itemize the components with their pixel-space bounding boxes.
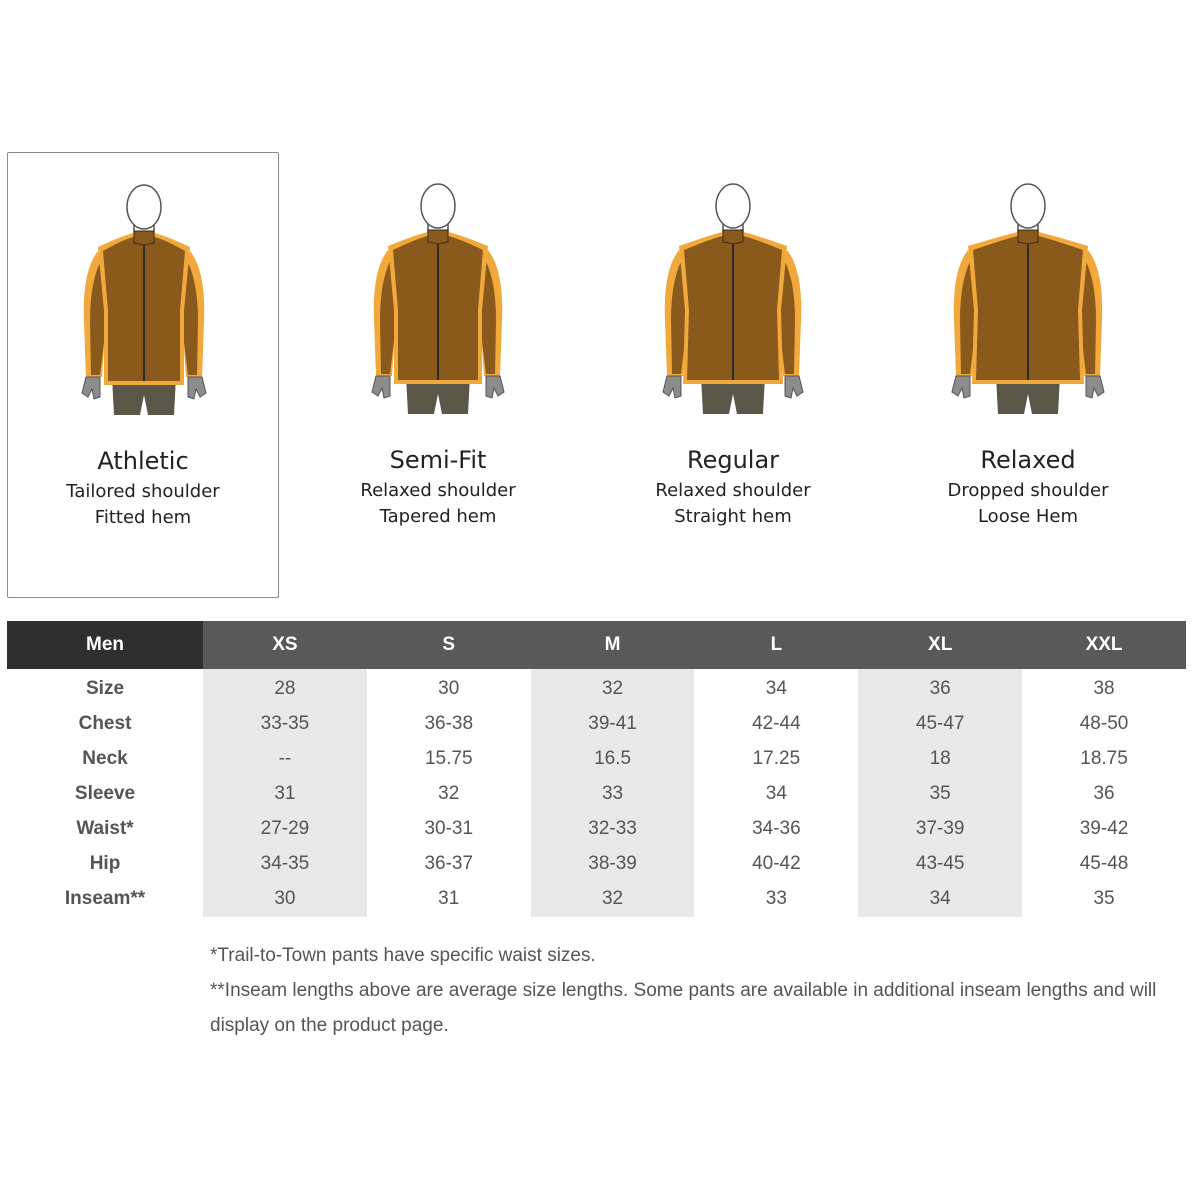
row-label: Sleeve <box>74 782 136 804</box>
fit-card-regular[interactable] <box>597 152 869 598</box>
jacket-figure-icon <box>938 180 1118 420</box>
table-row <box>7 811 1186 846</box>
jacket-figure-icon <box>54 181 234 421</box>
table-cell: 39-41 <box>531 706 695 741</box>
table-cell: 36 <box>1093 782 1115 804</box>
fit-shoulder-desc: Relaxed shoulder <box>655 480 811 501</box>
table-cell: 17.25 <box>752 747 801 769</box>
table-row <box>7 669 1186 706</box>
fit-name: Athletic <box>97 447 189 475</box>
table-cell: 34 <box>858 881 1022 917</box>
fit-name: Relaxed <box>980 446 1076 474</box>
fit-hem-desc: Tapered hem <box>379 506 497 527</box>
table-cell: 36-38 <box>424 712 474 734</box>
table-row <box>7 776 1186 811</box>
fit-shoulder-desc: Dropped shoulder <box>947 480 1109 501</box>
table-cell: 37-39 <box>858 811 1022 846</box>
table-cell: 34-35 <box>203 846 367 881</box>
table-cell: -- <box>203 741 367 776</box>
table-cell: 30 <box>203 881 367 917</box>
row-label: Hip <box>89 852 121 874</box>
row-label: Inseam** <box>64 888 146 909</box>
table-cell: 34-36 <box>752 817 801 839</box>
table-cell: 18.75 <box>1080 747 1128 769</box>
fit-card-semi-fit[interactable] <box>302 152 574 598</box>
table-cell: 33 <box>531 776 695 811</box>
table-cell: 30-31 <box>424 817 474 839</box>
fit-hem-desc: Straight hem <box>674 506 792 527</box>
jacket-figure-icon <box>643 180 823 420</box>
table-cell: 36-37 <box>424 852 474 874</box>
size-header: M <box>531 621 695 669</box>
table-cell: 33-35 <box>203 706 367 741</box>
table-header-row <box>7 621 1186 669</box>
table-corner-label: Men <box>7 621 203 669</box>
table-cell: 27-29 <box>203 811 367 846</box>
table-cell: 16.5 <box>531 741 695 776</box>
table-cell: 32-33 <box>531 811 695 846</box>
waist-note: *Trail-to-Town pants have specific waist sizes. <box>210 945 596 966</box>
table-cell: 34 <box>765 782 787 804</box>
row-label: Size <box>86 677 125 699</box>
inseam-note: **Inseam lengths above are average size lengths. Some pants are available in additional inseam lengths and will display on the product page. <box>210 980 1157 1036</box>
table-cell: 45-48 <box>1079 852 1129 874</box>
fit-name: Semi-Fit <box>389 446 487 474</box>
table-cell: 31 <box>438 888 460 909</box>
table-row <box>7 881 1186 917</box>
table-cell: 31 <box>203 776 367 811</box>
table-row <box>7 846 1186 881</box>
size-header: XS <box>203 621 367 669</box>
table-cell: 15.75 <box>424 747 473 769</box>
table-cell: 30 <box>438 677 460 699</box>
size-header: XL <box>858 621 1022 669</box>
table-row <box>7 706 1186 741</box>
row-label: Chest <box>78 712 132 734</box>
table-cell: 40-42 <box>752 852 801 874</box>
table-cell: 32 <box>531 881 695 917</box>
table-cell: 35 <box>1093 888 1115 909</box>
fit-shoulder-desc: Relaxed shoulder <box>360 480 516 501</box>
table-row <box>7 741 1186 776</box>
table-cell: 18 <box>858 741 1022 776</box>
fit-hem-desc: Fitted hem <box>94 507 192 528</box>
table-cell: 38-39 <box>531 846 695 881</box>
fit-card-relaxed[interactable] <box>892 152 1164 598</box>
table-cell: 35 <box>858 776 1022 811</box>
row-label: Waist* <box>76 817 134 839</box>
table-cell: 38 <box>1093 677 1115 699</box>
table-cell: 48-50 <box>1079 712 1129 734</box>
table-cell: 28 <box>203 669 367 706</box>
table-cell: 33 <box>765 888 787 909</box>
size-header: XXL <box>1022 621 1186 669</box>
fit-hem-desc: Loose Hem <box>977 506 1079 527</box>
fit-card-athletic[interactable] <box>7 152 279 598</box>
size-notes <box>210 938 1170 1043</box>
table-cell: 36 <box>858 669 1022 706</box>
fit-name: Regular <box>686 446 780 474</box>
jacket-figure-icon <box>348 180 528 420</box>
table-cell: 34 <box>765 677 787 699</box>
fit-shoulder-desc: Tailored shoulder <box>66 481 220 502</box>
size-header: S <box>367 621 531 669</box>
size-chart-table <box>7 621 1186 917</box>
size-header: L <box>694 621 858 669</box>
table-cell: 32 <box>438 782 460 804</box>
row-label: Neck <box>82 747 128 769</box>
table-cell: 43-45 <box>858 846 1022 881</box>
table-cell: 42-44 <box>752 712 801 734</box>
table-cell: 32 <box>531 669 695 706</box>
table-cell: 45-47 <box>858 706 1022 741</box>
table-cell: 39-42 <box>1079 817 1129 839</box>
